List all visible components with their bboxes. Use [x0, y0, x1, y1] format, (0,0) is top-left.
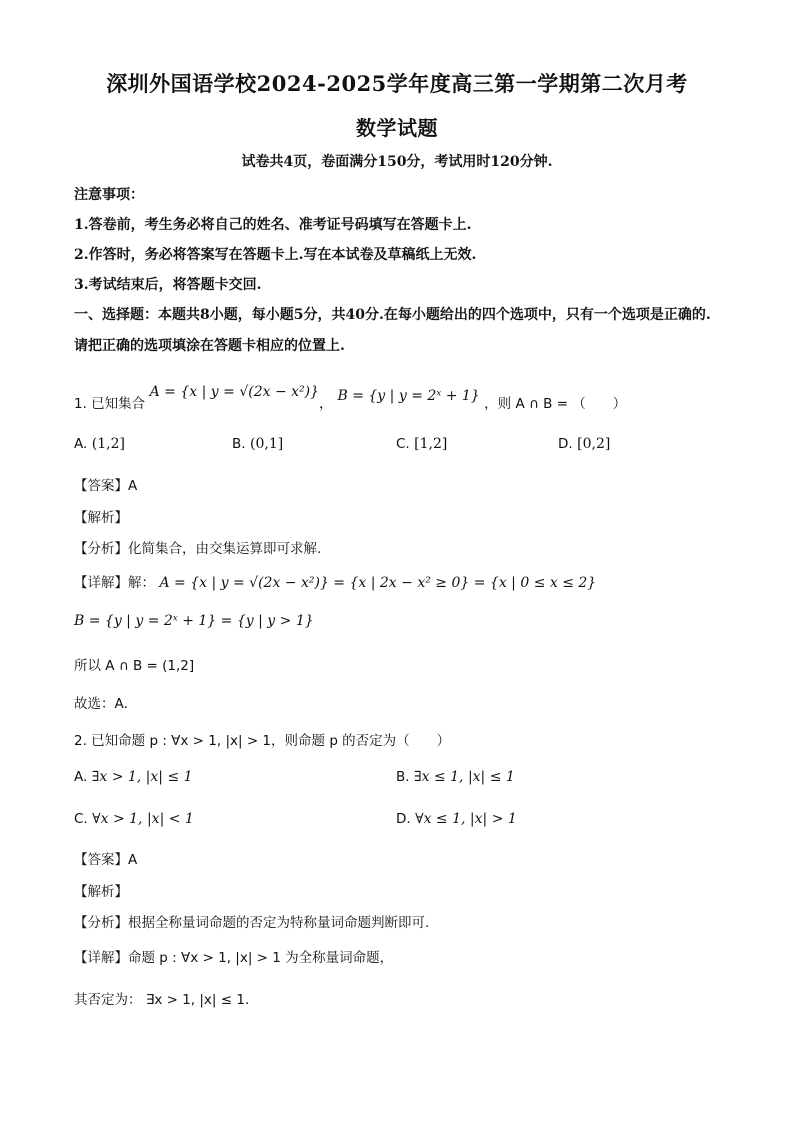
- q1-option-a[interactable]: A. (1,2]: [74, 436, 125, 452]
- q2-analysis-heading: 【解析】: [74, 884, 128, 900]
- q1-option-b[interactable]: B. (0,1]: [232, 436, 284, 452]
- notice-item-3: 3.考试结束后，将答题卡交回.: [74, 277, 262, 293]
- set-b-definition: B = {y | y = 2ˣ + 1}: [337, 388, 480, 404]
- notice-heading: 注意事项：: [74, 187, 144, 203]
- q2-option-d[interactable]: D. ∀x ≤ 1, |x| > 1: [396, 811, 517, 827]
- q1-choose: 故选：A．: [74, 696, 138, 712]
- q2-negation: 其否定为： ∃x > 1, |x| ≤ 1.: [74, 992, 250, 1008]
- comma: ，: [319, 396, 334, 412]
- q1-answer: 【答案】A: [74, 478, 138, 494]
- q1-detail-b: B = {y | y = 2ˣ + 1} = {y | y > 1}: [74, 613, 314, 629]
- question-1-suffix: ，则 A ∩ B = （ ）: [484, 396, 627, 412]
- exam-info: 试卷共4页，卷面满分150分，考试用时120分钟.: [241, 154, 553, 170]
- notice-item-2: 2.作答时，务必将答案写在答题卡上.写在本试卷及草稿纸上无效.: [74, 247, 477, 263]
- q2-option-b[interactable]: B. ∃x ≤ 1, |x| ≤ 1: [396, 769, 515, 785]
- q2-option-c[interactable]: C. ∀x > 1, |x| < 1: [74, 811, 194, 827]
- q1-option-c[interactable]: C. [1,2]: [396, 436, 448, 452]
- subject-title: 数学试题: [356, 116, 438, 140]
- q1-analysis: 【分析】化简集合，由交集运算即可求解.: [74, 541, 322, 557]
- q1-option-d[interactable]: D. [0,2]: [558, 436, 611, 452]
- q2-detail: 【详解】命题 p : ∀x > 1, |x| > 1 为全称量词命题，: [74, 950, 394, 966]
- exam-title: 深圳外国语学校2024-2025学年度高三第一学期第二次月考: [106, 71, 688, 96]
- q1-detail-a: 【详解】解： A = {x | y = √(2x − x²)} = {x | 2x − x² ≥ 0} = {x | 0 ≤ x ≤ 2}: [74, 575, 597, 591]
- question-1-prefix: 1. 已知集合: [74, 396, 146, 412]
- q1-analysis-heading: 【解析】: [74, 510, 128, 526]
- section-heading: 一、选择题：本题共8小题，每小题5分，共40分.在每小题给出的四个选项中，只有一个选项是正确的.请把正确的选项填涂在答题卡相应的位置上.: [74, 307, 711, 354]
- q2-option-a[interactable]: A. ∃x > 1, |x| ≤ 1: [74, 769, 193, 785]
- notice-item-1: 1.答卷前，考生务必将自己的姓名、准考证号码填写在答题卡上.: [74, 217, 472, 233]
- question-2-stem: 2. 已知命题 p : ∀x > 1, |x| > 1，则命题 p 的否定为（ ）: [74, 733, 451, 749]
- q1-detail-conclusion: 所以 A ∩ B = (1,2]: [74, 658, 195, 674]
- q2-analysis: 【分析】根据全称量词命题的否定为特称量词命题判断即可.: [74, 915, 430, 931]
- set-a-definition: A = {x | y = √(2x − x²)}: [149, 384, 320, 400]
- q2-answer: 【答案】A: [74, 852, 138, 868]
- question-1-stem: [74, 384, 627, 413]
